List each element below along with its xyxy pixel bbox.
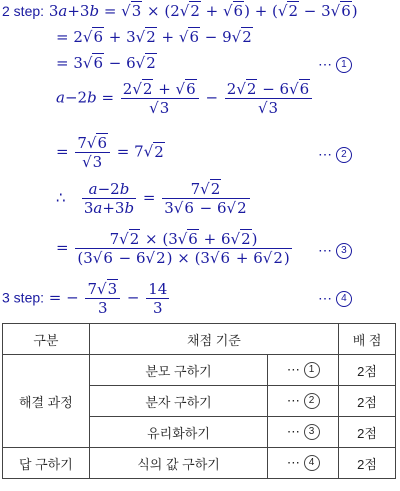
circle-1-icon: 1 bbox=[304, 362, 320, 378]
table-header-row bbox=[3, 324, 396, 355]
table-row bbox=[3, 355, 396, 386]
criteria-cell: 유리화하기 bbox=[89, 417, 268, 448]
math-line-8: 3 step: = − $\frac{7√3}{3}$ − $\frac{14}{3}$ bbox=[2, 280, 168, 317]
score-cell: 2점 bbox=[339, 448, 396, 479]
marker-cell: ⋯ 3 bbox=[268, 417, 339, 448]
marker-cell: ⋯ 2 bbox=[268, 386, 339, 417]
marker-2: ⋯ 2 bbox=[318, 146, 352, 163]
criteria-cell: 분자 구하기 bbox=[89, 386, 268, 417]
criteria-cell: 식의 값 구하기 bbox=[89, 448, 268, 479]
math-line-5: = $\frac{7√6}{√3}$ = 7√2 bbox=[56, 134, 164, 171]
expr-1: 3a+3b = √3 × (2√2 + √6) + (√2 − 3√6) bbox=[48, 2, 358, 20]
circle-3-icon: 3 bbox=[304, 424, 320, 440]
marker-3: ⋯ 3 bbox=[318, 242, 352, 259]
marker-4: ⋯ 4 bbox=[318, 290, 352, 307]
table-row bbox=[3, 448, 396, 479]
score-cell: 2점 bbox=[339, 417, 396, 448]
math-line-7: = $\frac{7√2 \times (3√6 + 6√2)}{(3√6 - 6√2) \times (3√6 + 6√2)}$ bbox=[56, 230, 290, 267]
header-category: 구분 bbox=[3, 324, 90, 355]
marker-cell: ⋯ 1 bbox=[268, 355, 339, 386]
math-line-3: = 3√6 − 6√2 bbox=[56, 54, 156, 72]
circle-3-icon: 3 bbox=[336, 243, 352, 259]
circle-2-icon: 2 bbox=[336, 147, 352, 163]
circle-2-icon: 2 bbox=[304, 393, 320, 409]
category-cell: 해결 과정 bbox=[3, 355, 90, 448]
criteria-cell: 분모 구하기 bbox=[89, 355, 268, 386]
category-cell: 답 구하기 bbox=[3, 448, 90, 479]
math-line-4: a−2b = $\frac{2√2 + √6}{√3}$ − $\frac{2√2 - 6√6}{√3}$ bbox=[56, 80, 314, 117]
therefore-symbol: ∴ bbox=[56, 188, 66, 207]
score-cell: 2점 bbox=[339, 355, 396, 386]
circle-4-icon: 4 bbox=[336, 291, 352, 307]
marker-1: ⋯ 1 bbox=[318, 56, 352, 73]
math-line-2: = 2√6 + 3√2 + √6 − 9√2 bbox=[56, 28, 252, 46]
score-cell: 2점 bbox=[339, 386, 396, 417]
header-score: 배 점 bbox=[339, 324, 396, 355]
header-criteria: 채점 기준 bbox=[89, 324, 338, 355]
step3-label: 3 step: bbox=[2, 289, 45, 306]
marker-cell: ⋯ 4 bbox=[268, 448, 339, 479]
grading-table bbox=[2, 323, 396, 479]
circle-4-icon: 4 bbox=[304, 455, 320, 471]
step2-label: 2 step: bbox=[2, 3, 45, 19]
math-line-1 bbox=[2, 2, 358, 20]
math-line-6: ∴ $\frac{a-2b}{3a+3b}$ = $\frac{7√2}{3√6 - 6√2}$ bbox=[56, 180, 252, 217]
circle-1-icon: 1 bbox=[336, 57, 352, 73]
